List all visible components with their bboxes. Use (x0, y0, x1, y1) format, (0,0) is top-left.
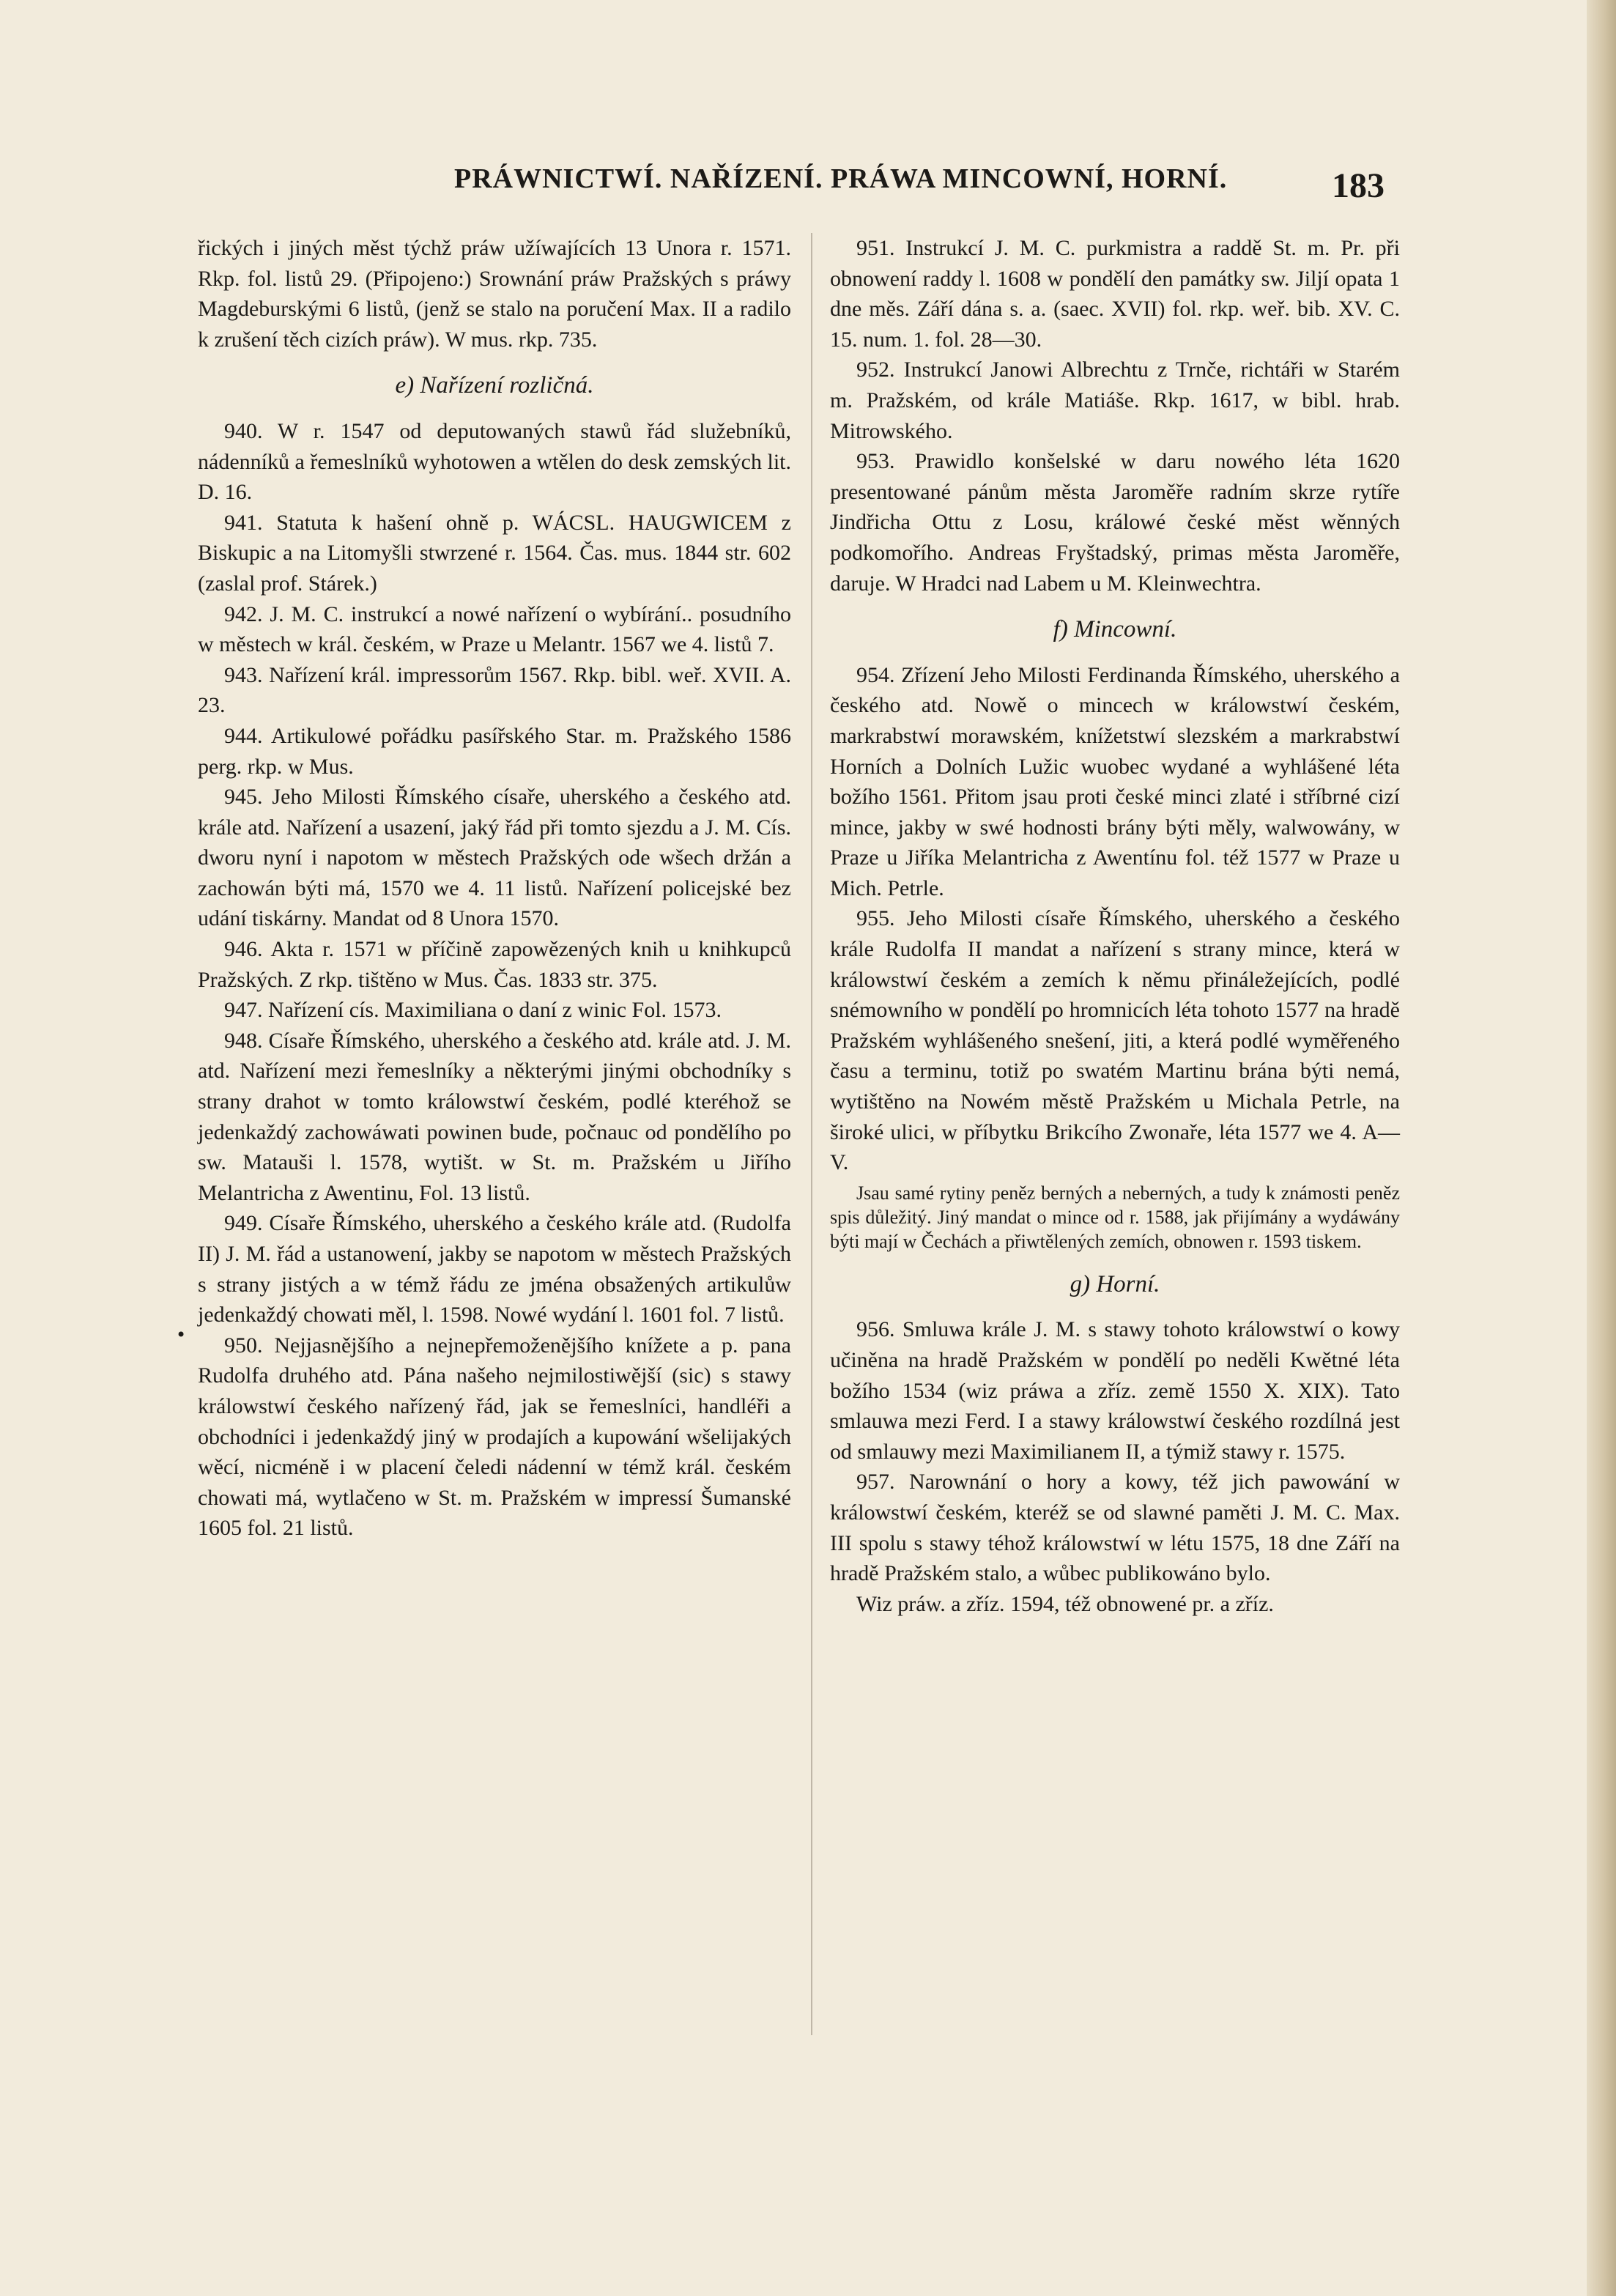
catalog-entry: 944. Artikulowé pořádku pasířského Star. m. Pražského 1586 perg. rkp. w Mus. (198, 723, 791, 779)
catalog-entry: Wiz práw. a zříz. 1594, též obnowené pr. a zříz. (856, 1591, 1274, 1616)
catalog-entry: 951. Instrukcí J. M. C. purkmistra a raddě St. m. Pr. při obnowení raddy l. 1608 w pondělí den památky sw. Jiljí opata 1 dne měs. Září dána s. a. (saec. XVII) fol. rkp. weř. bib. XV. C. 15. num. 1. fol. 28—30. (830, 236, 1400, 352)
catalog-entry: 945. Jeho Milosti Římského císaře, uherského a českého atd. krále atd. Nařízení a usazení, jaký řád při tomto sjezdu a J. M. Cís. dworu nyní i napotom w městech Pražských ode wšech držán a zachowán býti má, 1570 we 4. 11 listů. Nařízení policejské bez udání tiskárny. Mandat od 8 Unora 1570. (198, 785, 791, 931)
catalog-entry: 943. Nařízení král. impressorům 1567. Rkp. bibl. weř. XVII. A. 23. (198, 662, 791, 718)
catalog-entry: 954. Zřízení Jeho Milosti Ferdinanda Římského, uherského a českého atd. Nowě o mincech w králowstwí českém, markrabstwí morawském, knížetstwí slezském a markrabstwí Horních a Dolních Lužic wuobec wydané a wyhlášené léta božího 1561. Přitom jsau proti české minci zlaté i stříbrné cizí mince, jakby w swé hodnosti brány býti měly, walwowány, w Praze u Jiříka Melantricha z Awentínu fol. též 1577 w Praze u Mich. Petrle. (830, 662, 1400, 900)
catalog-entry: 946. Akta r. 1571 w příčině zapowězených knih u knihkupců Pražských. Z rkp. tištěno w Mus. Čas. 1833 str. 375. (198, 937, 791, 992)
margin-dot: • (176, 1325, 187, 1345)
catalog-entry: 947. Nařízení cís. Maximiliana o daní z winic Fol. 1573. (224, 998, 722, 1023)
section-heading: g) Horní. (1070, 1270, 1160, 1297)
page-number: 183 (1332, 166, 1385, 205)
page-spine-shadow (1587, 0, 1616, 2296)
footnote-paragraph: Jsau samé rytiny peněz berných a neberných, a tudy k známosti peněz spis důležitý. Jiný mandat o mince od r. 1588, jak přijímány a wydáwány býti mají w Čechách a přiwtělených zemích, obnowen r. 1593 tiskem. (830, 1182, 1400, 1252)
catalog-entry: 940. W r. 1547 od deputowaných stawů řád služebníků, nádenníků a řemeslníků wyhotowen a wtělen do desk zemských lit. D. 16. (198, 418, 791, 505)
section-heading: e) Nařízení rozličná. (395, 372, 594, 399)
left-column (198, 233, 791, 1544)
catalog-entry: 948. Císaře Římského, uherského a českého atd. krále atd. J. M. atd. Nařízení mezi řemeslníky a některými jinými obchodníky s strany drahot w tomto králowstwí českém, podlé kteréhož se jedenkaždý zachowáwati powinen bude, počnauc od pondělího po sw. Matauši l. 1578, wytišt. w St. m. Pražském u Jiřího Melantricha z Awentinu, Fol. 13 listů. (198, 1028, 791, 1205)
catalog-entry: 953. Prawidlo konšelské w daru nowého léta 1620 presentowané pánům města Jaroměře radním skrze rytíře Jindřicha Ottu z Losu, králowé české měst wěnných podkomořího. Andreas Fryštadský, primas města Jaroměře, daruje. W Hradci nad Labem u M. Kleinwechtra. (830, 449, 1400, 596)
catalog-entry: 957. Narownání o hory a kowy, též jich pawowání w králowstwí českém, kteréž se od slawné paměti J. M. C. Max. III spolu s stawy téhož králowstwí w létu 1575, 18 dne Září na hradě Pražském stalo, a wůbec publikowáno bylo. (830, 1470, 1400, 1586)
right-column (830, 233, 1400, 1619)
catalog-entry: 955. Jeho Milosti císaře Římského, uherského a českého krále Rudolfa II mandat a nařízení s strany mince, která w králowstwí českém a zemích k němu přináležejících, podlé snémowního w pondělí po hromnicích léta tohoto 1577 na hradě Pražském wyhlášeného snešení, jiti, a která podlé wyměřeného času a terminu, totiž po swatém Martinu brána býti nemá, wytištěno na Nowém městě Pražském u Michala Petrle, na široké ulici, w příbytku Brikcího Zwonaře, léta 1577 we 4. A—V. (830, 906, 1400, 1175)
catalog-entry: 952. Instrukcí Janowi Albrechtu z Trnče, richtáři w Starém m. Pražském, od krále Matiáše. Rkp. 1617, w bibl. hrab. Mitrowského. (830, 358, 1400, 443)
catalog-entry: 941. Statuta k hašení ohně p. WÁCSL. HAUGWICEM z Biskupic a na Litomyšli stwrzené r. 1564. Čas. mus. 1844 str. 602 (zaslal prof. Stárek.) (198, 510, 791, 596)
column-divider (811, 233, 812, 2035)
catalog-entry: 950. Nejjasnějšího a nejnepřemoženějšího knížete a p. pana Rudolfa druhého atd. Pána našeho nejmilostiwější (sic) s stawy králowstwí českého nařízený řád, jak se řemeslníci, handléři a obchodníci i jedenkaždý jiný w prodajích a kupowání wšelijakých wěcí, nicméně i w placení čeledi nádenní w témž král. českém chowati má, wytlačeno w St. m. Pražském w impressí Šumanské 1605 fol. 21 listů. (198, 1333, 791, 1541)
catalog-entry: 942. J. M. C. instrukcí a nowé nařízení o wybírání.. posudního w městech w král. českém, w Praze u Melantr. 1567 we 4. listů 7. (198, 601, 791, 657)
catalog-entry: řických i jiných měst týchž práw užíwajících 13 Unora r. 1571. Rkp. fol. listů 29. (Připojeno:) Srownání práw Pražských s práwy Magdeburskými 6 listů, (jenž se stalo na poručení Max. II a radilo k zrušení těch cizích práw). W mus. rkp. 735. (198, 236, 791, 352)
section-heading: f) Mincowní. (1053, 616, 1177, 643)
running-header: PRÁWNICTWÍ. NAŘÍZENÍ. PRÁWA MINCOWNÍ, HORNÍ. (454, 163, 1228, 194)
catalog-entry: 956. Smluwa krále J. M. s stawy tohoto králowstwí o kowy učiněna na hradě Pražském w pondělí po neděli Kwětné léta božího 1534 (wiz práwa a zříz. země 1550 X. XIX). Tato smlauwa mezi Ferd. I a stawy králowstwí českého rozdílná jest od smlauwy mezi Maximilianem II, a týmiž stawy r. 1575. (830, 1317, 1400, 1464)
catalog-entry: 949. Císaře Římského, uherského a českého krále atd. (Rudolfa II) J. M. řád a ustanowení, jakby se napotom w městech Pražských s strany jistých a w témž řádu ze jména obsažených artikulůw jedenkaždý chowati měl, l. 1598. Nowé wydání l. 1601 fol. 7 listů. (198, 1211, 791, 1327)
